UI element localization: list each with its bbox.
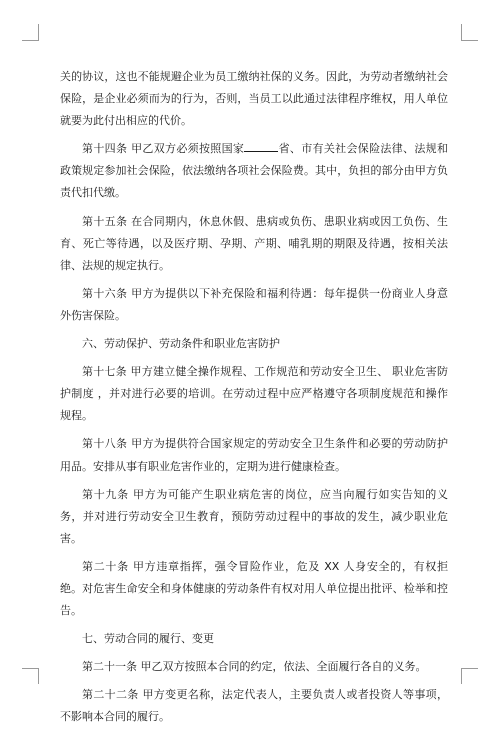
- paragraph-article-21: 第二十一条 甲乙双方按照本合同的约定，依法、全面履行各自的义务。: [82, 660, 427, 674]
- section-heading-contract-performance: 七、劳动合同的履行、变更: [82, 632, 214, 646]
- section-heading-labor-protection: 六、劳动保护、劳动条件和职业危害防护: [82, 337, 280, 351]
- paragraph-article-15: 第十五条 在合同期内，休息休假、患病或负伤、患职业病或因工负伤、生育、死亡等待遇，以及医疗期、孕期、产期、哺乳期的期限及待遇，按相关法律、法规的规定执行。: [60, 214, 448, 272]
- crop-mark-top-left-horizontal: [22, 40, 39, 41]
- article-14-blank-line: [244, 141, 278, 152]
- paragraph-article-16: 第十六条 甲方为提供以下补充保险和福利待遇：每年提供一份商业人身意外伤害保险。: [60, 286, 448, 322]
- crop-mark-top-right-horizontal: [461, 40, 478, 41]
- crop-mark-top-right-vertical: [461, 24, 462, 40]
- crop-mark-bottom-left-horizontal: [22, 668, 39, 669]
- paragraph-article-18: 第十八条 甲方为提供符合国家规定的劳动安全卫生条件和必要的劳动防护用品。安排从事有职业危害作业的，定期为进行健康检查。: [60, 437, 448, 473]
- article-14-text-before: 第十四条 甲乙双方必须按照国家: [82, 142, 245, 156]
- document-body: [60, 66, 448, 729]
- paragraph-article-20: 第二十条 甲方违章指挥，强令冒险作业，危及 XX 人身安全的，有权拒绝。对危害生命安全和身体健康的劳动条件有权对用人单位提出批评、检举和控告。: [60, 559, 448, 618]
- crop-mark-bottom-left-vertical: [38, 668, 39, 684]
- crop-mark-bottom-right-vertical: [461, 668, 462, 684]
- crop-mark-top-left-vertical: [38, 24, 39, 40]
- paragraph-article-14: [60, 138, 448, 204]
- paragraph-article-22: 第二十二条 甲方变更名称，法定代表人，主要负责人或者投资人等事项，不影响本合同的履行。: [60, 688, 448, 724]
- paragraph-article-17: 第十七条 甲方建立健全操作规程、工作规范和劳动安全卫生、 职业危害防护制度 ，并对进行必要的培训。在劳动过程中应严格遵守各项制度规范和操作规程。: [60, 365, 448, 423]
- paragraph-social-insurance-obligation: 关的协议，这也不能规避企业为员工缴纳社保的义务。因此，为劳动者缴纳社会保险，是企业必须而为的行为，否则，当员工以此通过法律程序维权，用人单位就要为此付出相应的代价。: [60, 70, 448, 128]
- paragraph-article-19: 第十九条 甲方为可能产生职业病危害的岗位，应当向履行如实告知的义务，并对进行劳动安全卫生教育，预防劳动过程中的事故的发生，减少职业危害。: [60, 487, 448, 545]
- article-14-text-after: 省、市有关社会保险法律、法规和政策规定参加社会保险，依法缴纳各项社会保险费。其中，负担的部分由甲方负责代扣代缴。: [60, 142, 448, 200]
- crop-mark-bottom-right-horizontal: [461, 668, 478, 669]
